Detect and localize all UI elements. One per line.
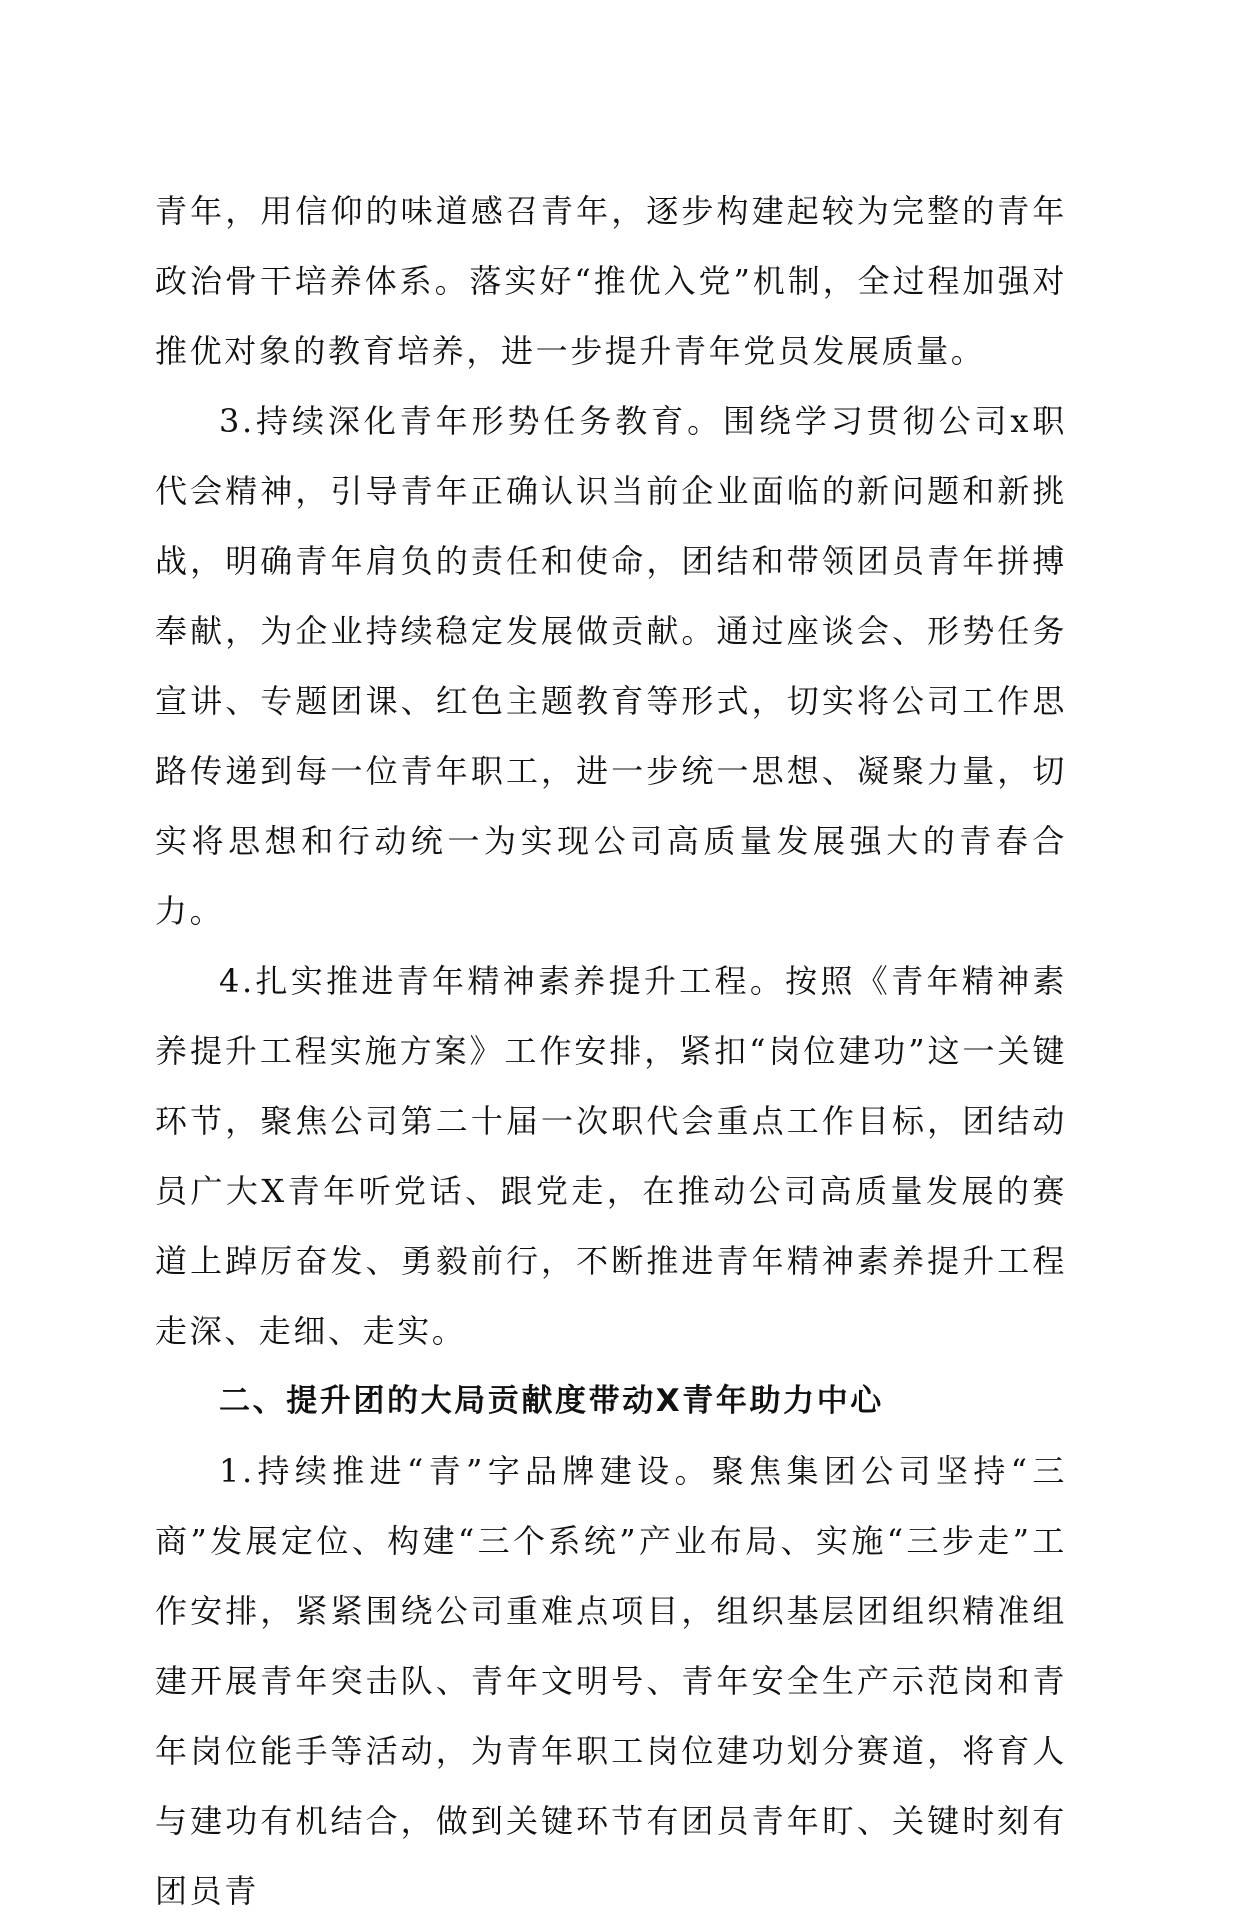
document-body <box>155 176 1067 1926</box>
paragraph-item-3: 3.持续深化青年形势任务教育。围绕学习贯彻公司x职代会精神，引导青年正确认识当前企业面临的新问题和新挑战，明确青年肩负的责任和使命，团结和带领团员青年拼搏奉献，为企业持续稳定发展做贡献。通过座谈会、形势任务宣讲、专题团课、红色主题教育等形式，切实将公司工作思路传递到每一位青年职工，进一步统一思想、凝聚力量，切实将思想和行动统一为实现公司高质量发展强大的青春合力。 <box>155 402 1067 930</box>
paragraph-item-1: 1.持续推进“青”字品牌建设。聚焦集团公司坚持“三商”发展定位、构建“三个系统”产业布局、实施“三步走”工作安排，紧紧围绕公司重难点项目，组织基层团组织精准组建开展青年突击队、青年文明号、青年安全生产示范岗和青年岗位能手等活动，为青年职工岗位建功划分赛道，将育人与建功有机结合，做到关键环节有团员青年盯、关键时刻有团员青 <box>155 1452 1067 1910</box>
paragraph-continuation: 青年，用信仰的味道感召青年，逐步构建起较为完整的青年政治骨干培养体系。落实好“推优入党”机制，全过程加强对推优对象的教育培养，进一步提升青年党员发展质量。 <box>155 192 1067 370</box>
section-heading-2: 二、提升团的大局贡献度带动X青年助力中心 <box>219 1383 884 1419</box>
paragraph-item-4: 4.扎实推进青年精神素养提升工程。按照《青年精神素养提升工程实施方案》工作安排，紧扣“岗位建功”这一关键环节，聚焦公司第二十届一次职代会重点工作目标，团结动员广大X青年听党话、跟党走，在推动公司高质量发展的赛道上踔厉奋发、勇毅前行，不断推进青年精神素养提升工程走深、走细、走实。 <box>155 962 1067 1350</box>
